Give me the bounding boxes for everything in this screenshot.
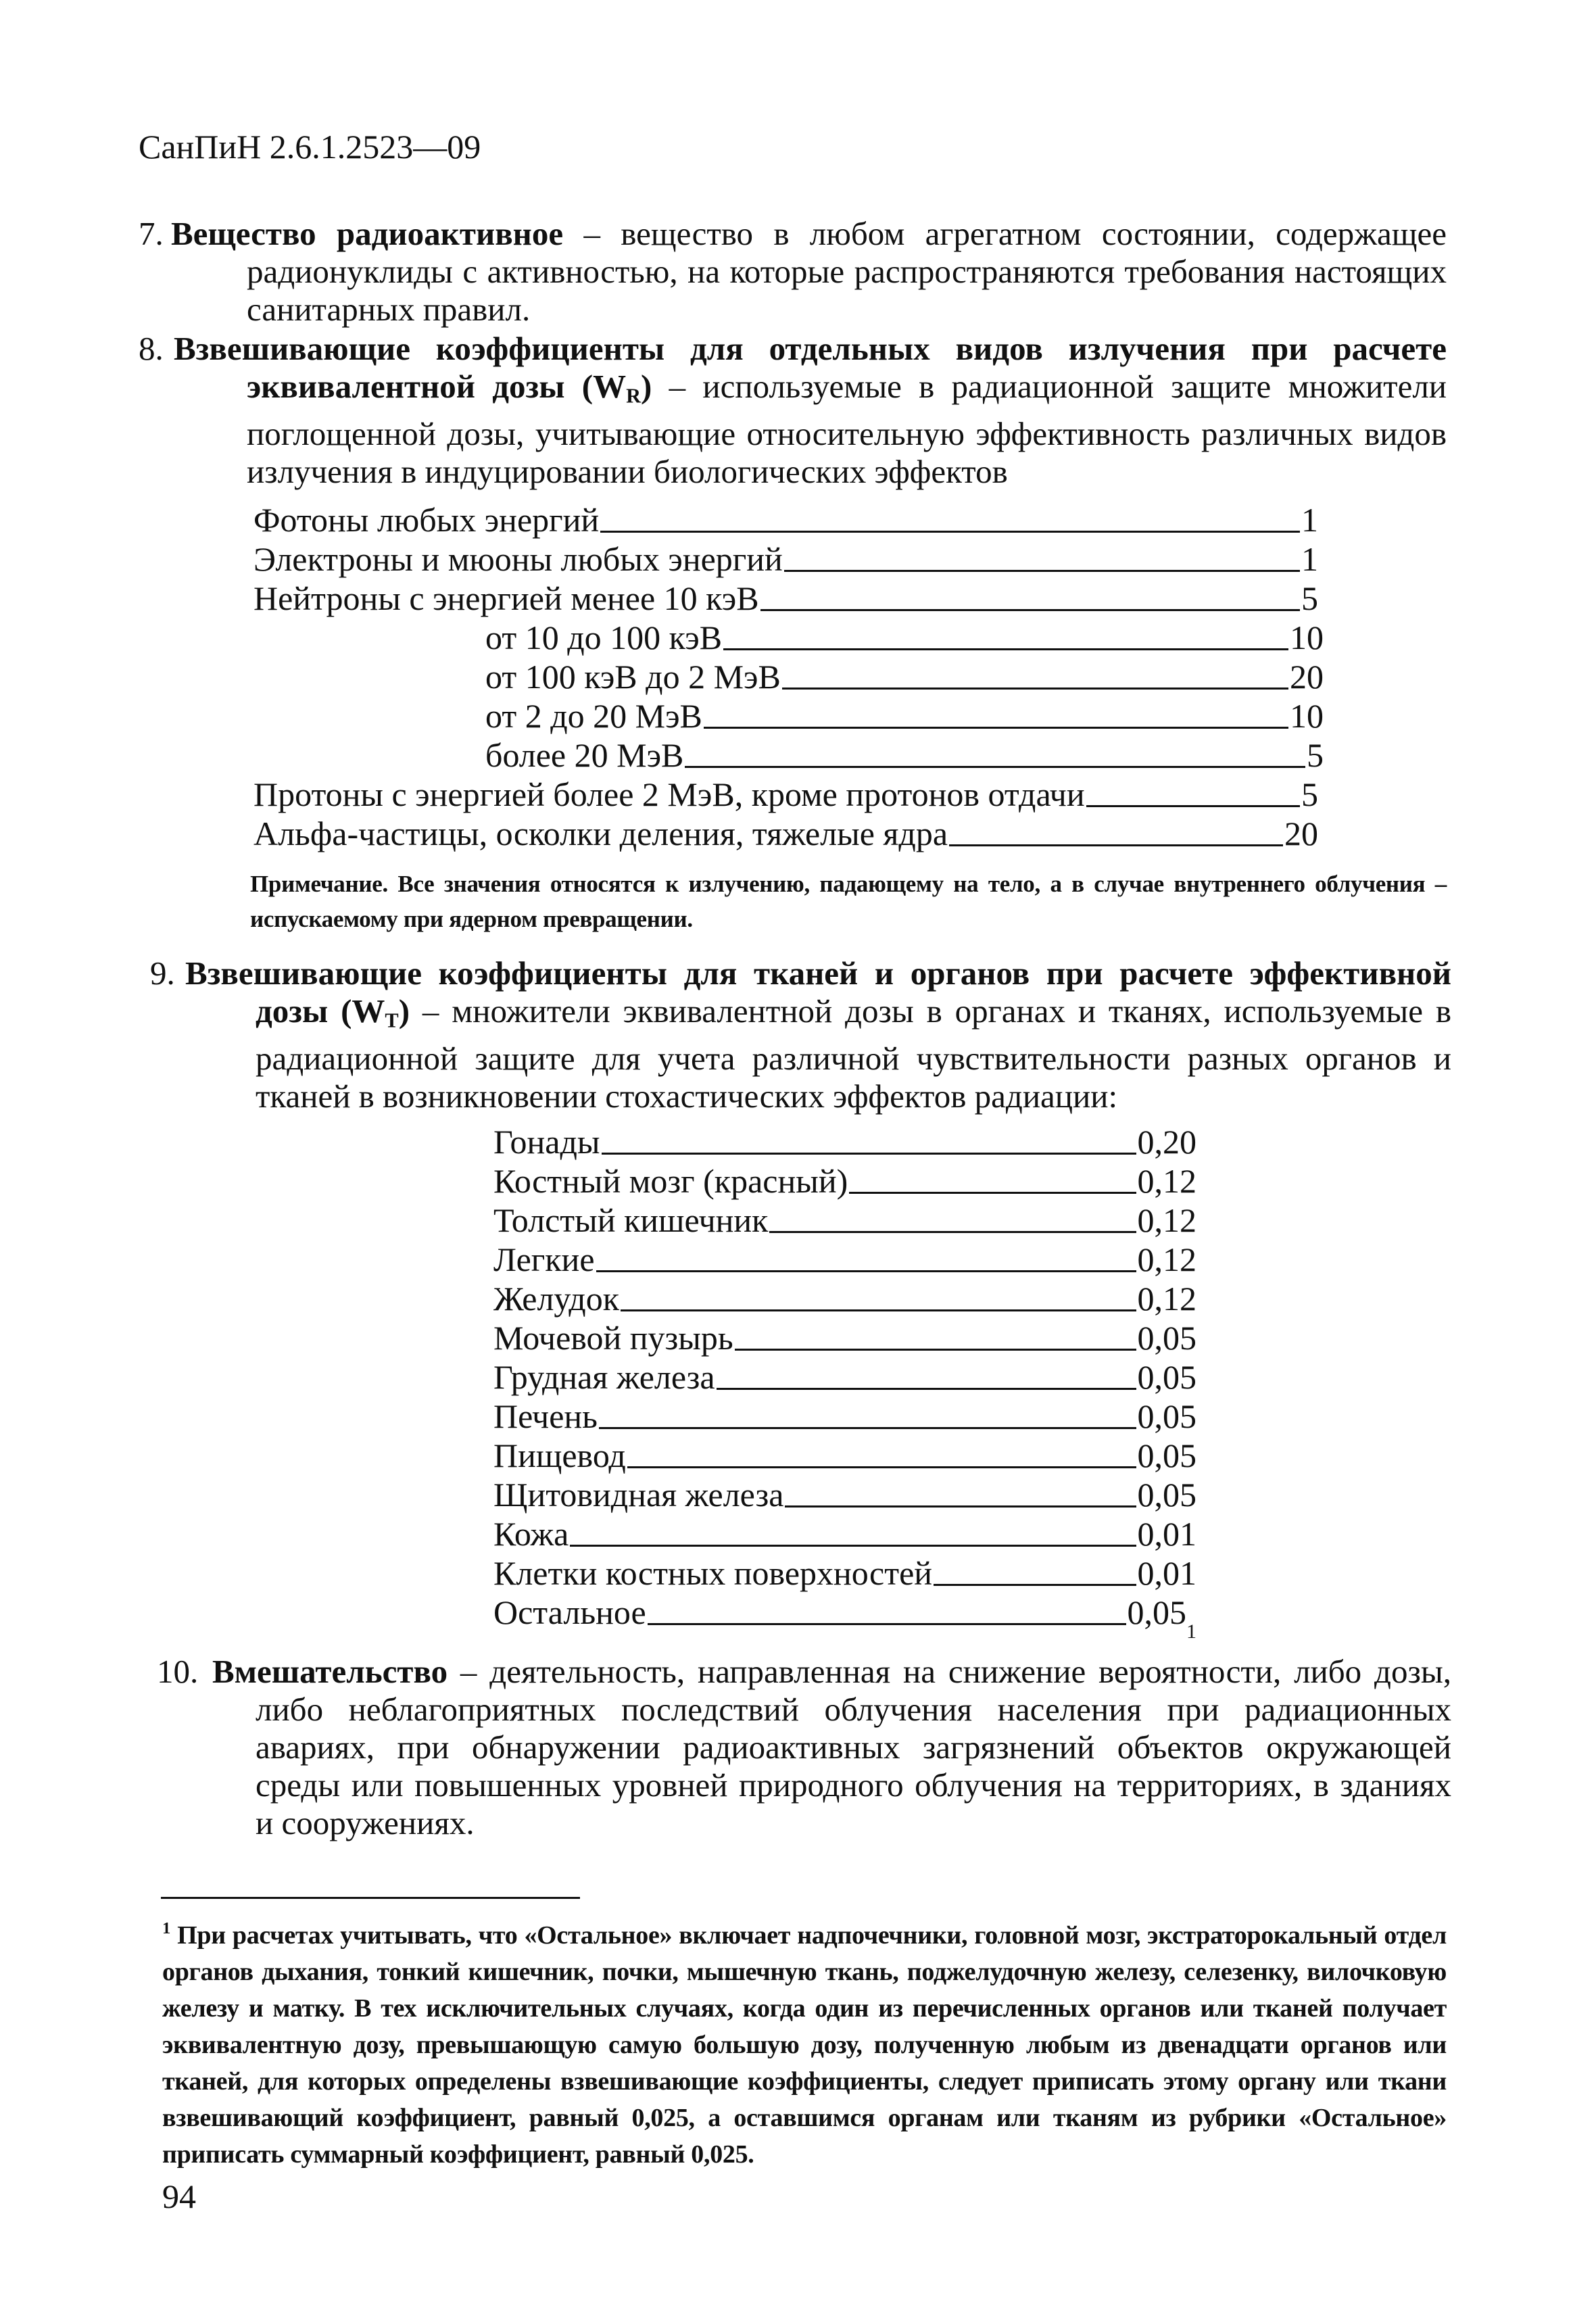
definition-item-7 <box>139 215 1447 329</box>
tissue-value: 0,01 <box>1137 1515 1196 1553</box>
factor-row <box>485 735 1324 775</box>
definition-text: – используемые в радиационной защите множители поглощенной дозы, учитывающие относительную эффективность различных видов излучения в индуцировании биологических эффектов <box>247 368 1447 490</box>
note-text: Все значения относятся к излучению, падающему на тело, а в случае внутреннего облучения – испускаемому при ядерном превращении. <box>250 871 1447 932</box>
tissue-value: 0,01 <box>1137 1554 1196 1592</box>
table-note <box>250 867 1447 937</box>
factor-value: 10 <box>1290 619 1324 656</box>
factor-row <box>253 539 1318 579</box>
defined-term: Взвешивающие коэффициенты для отдельных видов излучения при расчете эквивалентной дозы $(W_R)$ <box>174 330 1447 408</box>
factor-value: 10 <box>1290 697 1324 735</box>
factor-value: 5 <box>1301 579 1318 617</box>
tissue-row <box>493 1240 1196 1279</box>
item-number: 7. <box>139 215 164 252</box>
factor-value: 1 <box>1301 501 1318 539</box>
factor-label: более 20 МэВ <box>485 736 684 774</box>
tissue-row <box>493 1318 1196 1357</box>
tissue-row <box>493 1514 1196 1553</box>
definition-item-10 <box>157 1653 1451 1842</box>
tissue-row: Остальное 0,05 1 <box>493 1593 1196 1643</box>
tissue-label: Легкие <box>493 1240 595 1278</box>
footnote <box>162 1917 1447 2173</box>
tissue-label: Грудная железа <box>493 1358 715 1396</box>
factor-label: Альфа-частицы, осколки деления, тяжелые ядра <box>253 815 948 852</box>
footnote-number: 1 <box>162 1919 171 1938</box>
page-number: 94 <box>162 2177 196 2215</box>
factor-value: 5 <box>1307 736 1324 774</box>
tissue-value: 0,12 <box>1137 1201 1196 1239</box>
tissue-label: Щитовидная железа <box>493 1476 784 1514</box>
factor-label: от 100 кэВ до 2 МэВ <box>485 658 781 696</box>
tissue-label: Гонады <box>493 1123 600 1161</box>
tissue-label: Остальное <box>493 1593 646 1631</box>
definition-text: – вещество в любом агрегатном состоянии, содержащее радионуклиды с активностью, на которые распространяются требования настоящих санитарных правил. <box>247 215 1447 328</box>
tissue-row <box>493 1397 1196 1436</box>
factor-label: Протоны с энергией более 2 МэВ, кроме протонов отдачи <box>253 775 1085 813</box>
tissue-row <box>493 1553 1196 1593</box>
tissue-value: 0,05 <box>1137 1437 1196 1474</box>
factor-row <box>485 657 1324 696</box>
factor-value: 1 <box>1301 540 1318 578</box>
running-header: СанПиН 2.6.1.2523—09 <box>139 128 481 166</box>
factor-label: от 2 до 20 МэВ <box>485 697 702 735</box>
tissue-label: Печень <box>493 1397 598 1435</box>
factor-row <box>485 696 1324 735</box>
note-label: Примечание. <box>250 871 388 897</box>
tissue-row <box>493 1122 1196 1161</box>
factor-value: 20 <box>1290 658 1324 696</box>
tissue-label: Пищевод <box>493 1437 626 1474</box>
tissue-row <box>493 1279 1196 1318</box>
factor-value: 5 <box>1301 775 1318 813</box>
tissue-value: 0,05 <box>1137 1358 1196 1396</box>
defined-term: Вещество радиоактивное <box>171 215 564 252</box>
factor-label: Нейтроны с энергией менее 10 кэВ <box>253 579 759 617</box>
defined-term: Вмешательство <box>212 1653 448 1690</box>
tissue-row <box>493 1436 1196 1475</box>
tissue-label: Мочевой пузырь <box>493 1319 733 1357</box>
tissue-value: 0,05 <box>1137 1397 1196 1435</box>
tissue-row <box>493 1357 1196 1397</box>
factor-row <box>253 814 1318 853</box>
item-number: 10. <box>157 1653 199 1690</box>
tissue-row <box>493 1161 1196 1201</box>
factor-label: от 10 до 100 кэВ <box>485 619 723 656</box>
tissue-value: 0,12 <box>1137 1280 1196 1318</box>
tissue-label: Кожа <box>493 1515 569 1553</box>
factor-row <box>485 618 1324 657</box>
factor-row <box>253 579 1318 618</box>
tissue-row <box>493 1475 1196 1514</box>
factor-value: 20 <box>1284 815 1318 852</box>
factor-row <box>253 775 1318 814</box>
tissue-value: 0,12 <box>1137 1162 1196 1200</box>
tissue-label: Клетки костных поверхностей <box>493 1554 933 1592</box>
tissue-label: Костный мозг (красный) <box>493 1162 848 1200</box>
factor-row <box>253 500 1318 539</box>
tissue-label: Желудок <box>493 1280 619 1318</box>
tissue-label: Толстый кишечник <box>493 1201 769 1239</box>
tissue-value: 0,05 <box>1137 1319 1196 1357</box>
tissue-row <box>493 1201 1196 1240</box>
footnote-separator <box>161 1897 580 1899</box>
item-number: 8. <box>139 330 164 367</box>
footnote-text: При расчетах учитывать, что «Остальное» включает надпочечники, головной мозг, экстраторокальный отдел органов дыхания, тонкий кишечник, почки, мышечную ткань, поджелудочную железу, селезенку, вилочковую железу и матку. В тех исключительных случаях, когда один из перечисленных органов или тканей получает эквивалентную дозу, превышающую самую большую дозу, полученную любым из двенадцати органов или тканей, для которых определены взвешивающие коэффициенты, следует приписать этому органу или ткани взвешивающий коэффициент, равный 0,025, а оставшимся органам или тканям из рубрики «Остальное» приписать суммарный коэффициент, равный 0,025. <box>162 1921 1447 2169</box>
defined-term: Взвешивающие коэффициенты для тканей и органов при расчете эффективной дозы $(W_T)$ <box>185 955 1451 1032</box>
factor-label: Фотоны любых энергий <box>253 501 600 539</box>
definition-item-8 <box>139 330 1447 491</box>
definition-text: – деятельность, направленная на снижение вероятности, либо дозы, либо неблагоприятных последствий облучения населения при радиационных авариях, при обнаружении радиоактивных загрязнений объектов окружающей среды или повышенных уровней природного облучения на территориях, в зданиях и сооружениях. <box>256 1653 1451 1841</box>
definition-text: – множители эквивалентной дозы в органах и тканях, используемые в радиационной защите для учета различной чувствительности разных органов и тканей в возникновении стохастических эффектов радиации: <box>256 992 1451 1115</box>
tissue-value: 0,05 <box>1137 1476 1196 1514</box>
item-number: 9. <box>150 955 175 992</box>
tissue-value: 0,12 <box>1137 1240 1196 1278</box>
factor-label: Электроны и мюоны любых энергий <box>253 540 783 578</box>
definition-item-9 <box>150 955 1451 1115</box>
tissue-value: 0,05 <box>1127 1593 1186 1631</box>
tissue-value: 0,20 <box>1137 1123 1196 1161</box>
